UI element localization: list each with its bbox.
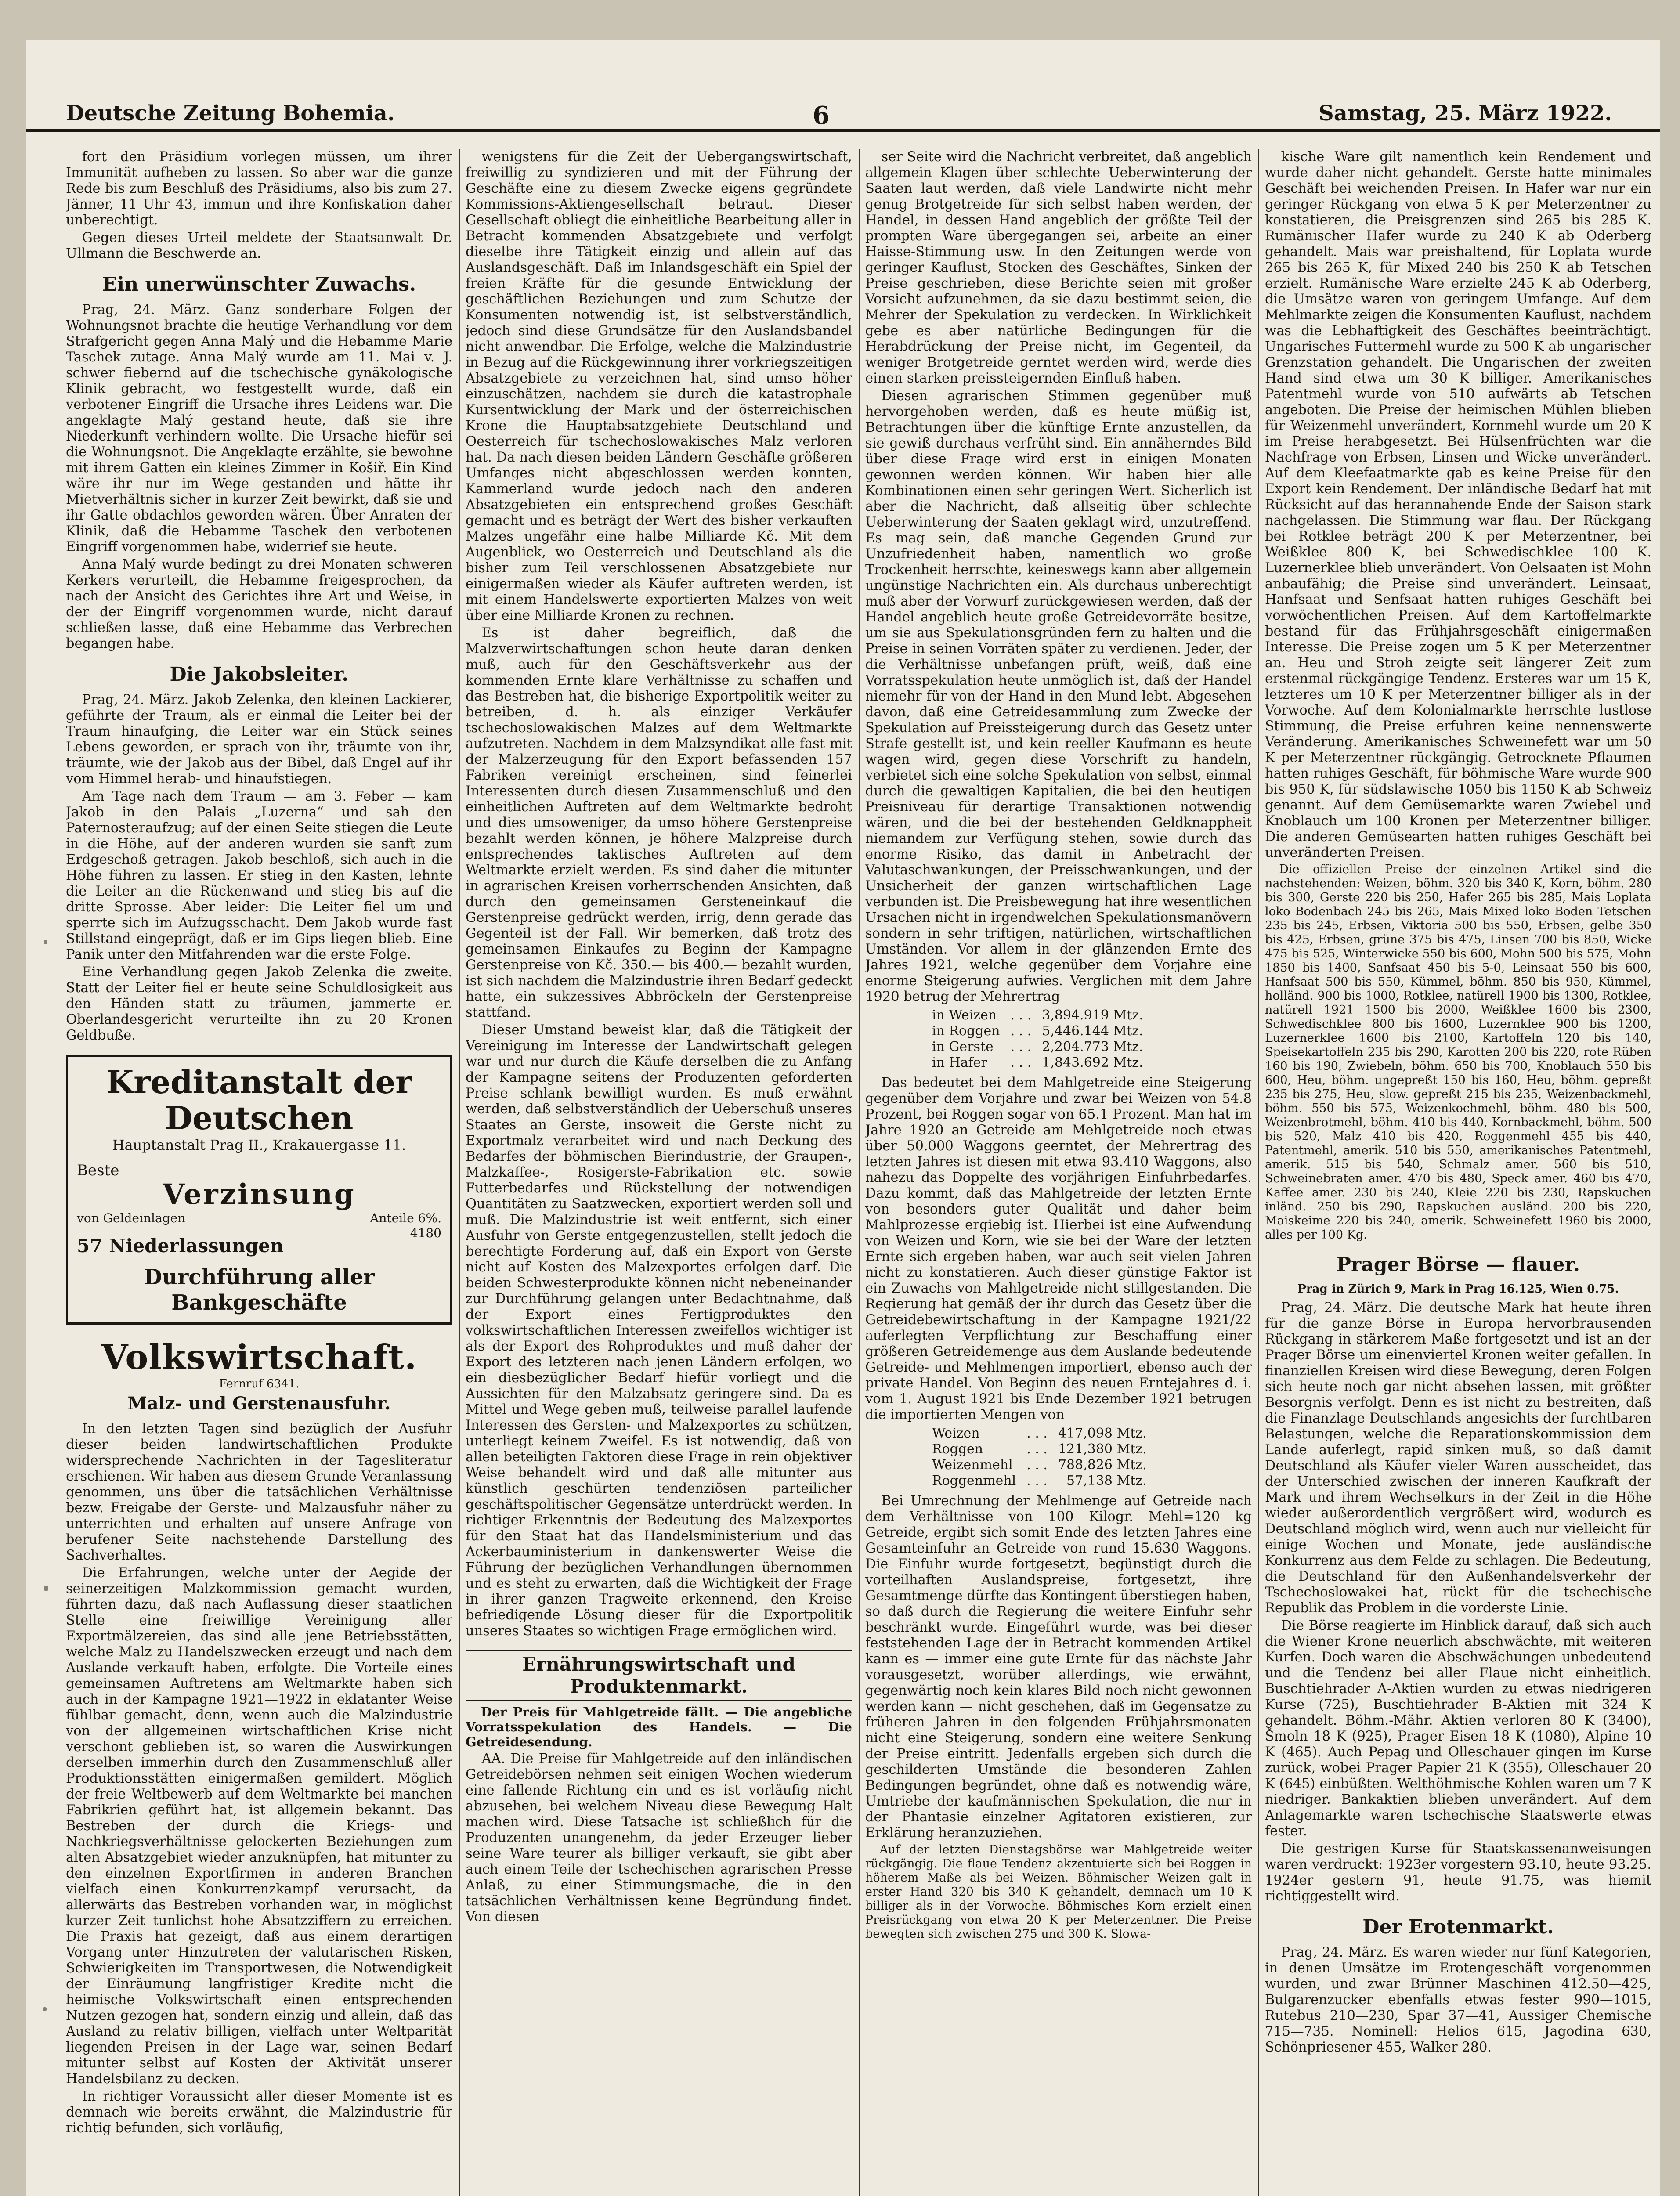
article-text: wenigstens für die Zeit der Uebergangswirtschaft, freiwillig zu syndizieren und mit der Führung der Geschäfte eine zu diesem Zwecke eigens gegründete Kommissions-Aktiengesellschaft betraut. Dieser Gesellschaft obliegt die einheitliche Bearbeitung aller in Betracht kommenden Absatzgebiete und verfolgt dieselbe ihre Tätigkeit einzig und allein auf das Auslandsgeschäft. Daß im Inlandsgeschäft ein Spiel der freien Kräfte für die gesunde Entwicklung der geschäftlichen Beziehungen und zum Schutze der Konsumenten notwendig ist, ist selbstverständlich, jedoch sind diese Grundsätze für den Auslandsbandel nicht anwendbar. Die Erfolge, welche die Malzindustrie in Bezug auf die Rückgewinnung ihrer vorkriegszeitigen Absatzgebiete zu verzeichnen hat, sind umso höher einzuschätzen, nachdem sie durch die katastrophale Kursentwicklung der Mark und der österreichischen Krone die Hauptabsatzgebiete Deutschland und Oesterreich für tschechoslowakisches Malz verloren hat. Da nach diesen beiden Ländern Geschäfte größeren Umfanges nicht abgeschlossen werden konnten, Kammerland wurde jedoch nach den anderen Absatzgebieten ein entsprechend großes Geschäft gemacht und es beträgt der Wert des bisher verkauften Malzes ungefähr eine halbe Milliarde Kč. Mit dem Augenblick, wo Oesterreich und Deutschland als die bisher zum Teil verschlossenen Absatzgebiete nur einigermaßen wieder als Käufer auftreten werden, ist mit einem Handelswerte exportierten Malzes von weit über eine Milliarde Kronen zu rechnen. xyxy=(466,149,852,623)
table-row: in Roggen . . . 5,446.144 Mtz. xyxy=(927,1023,1149,1039)
article-text: ser Seite wird die Nachricht verbreitet, daß angeblich allgemein Klagen über schlechte Ueberwinterung der Saaten laut werden, daß viele Landwirte nicht mehr genug Brotgetreide für sich selbst haben werden, der Handel, in dessen Hand angeblich der größte Teil der prompten Ware übergegangen sei, arbeite an einer Haisse-Stimmung usw. In den Zeitungen werde von geringer Kauflust, Stocken des Geschäftes, Sinken der Preise geschrieben, diese Berichte seien mit großer Vorsicht aufzunehmen, da sie dazu bestimmt seien, die Mehrer der Spekulation zu verdecken. In Wirklichkeit gebe es aber natürliche Bedingungen für die Herabdrückung der Preise nicht, im Gegenteil, da weniger Brotgetreide gerntet werden wird, werde dies einen starken preissteigernden Einfluß haben. xyxy=(865,149,1252,386)
ad-row xyxy=(77,1211,441,1226)
ad-slogan: Durchführung aller Bankgeschäfte xyxy=(144,1265,375,1315)
article-headline: Der Erotenmarkt. xyxy=(1362,1916,1554,1938)
article-text: Prag, 24. März. Jakob Zelenka, den kleinen Lackierer, geführte der Traum, als er einmal die Leiter bei der Traum hinaufging, die Leiter war ein Stück seines Lebens geworden, er sprach von ihr, träumte von ihr, träumte, wie der Jakob aus der Bibel, daß Engel auf ihr vom Himmel herab- und hinaufstiegen. xyxy=(66,692,452,787)
article-text: Das bedeutet bei dem Mahlgetreide eine Steigerung gegenüber dem Vorjahre und zwar bei Weizen von 54.8 Prozent, bei Roggen sogar von 65.1 Prozent. Man hat im Jahre 1920 an Getreide am Mehlgetreide noch etwas über 50.000 Waggons geerntet, der Mehrertrag des letzten Jahres ist diesen mit etwa 93.410 Waggons, also nahezu das Doppelte des vorjährigen Einfuhrbedarfes. Dazu kommt, daß das Mahlgetreide der letzten Ernte von besonders guter Qualität und daher beim Mahlprozesse ergiebig ist. Hierbei ist eine Aufwendung von Weizen und Korn, wie sie bei der Ware der letzten Ernte sich ergeben haben, war auch seit vielen Jahren nicht zu konstatieren. Auch dieser günstige Faktor ist ein Zuwachs von Mahlgetreide nicht stillgestanden. Die Regierung hat gemäß der ihr durch das Gesetz über die Getreidebewirtschaftung in der Kampagne 1921/22 auferlegten Verpflichtung zur Beschaffung einer größeren Getreidemenge aus dem Auslande bedeutende Getreide- und Mehlmengen importiert, ebenso auch der private Handel. Von Beginn des neuen Erntejahres d. i. vom 1. August 1921 bis Ende Dezember 1921 betrugen die importierten Mengen von xyxy=(865,1075,1252,1423)
article-text: Bei Umrechnung der Mehlmenge auf Getreide nach dem Verhältnisse von 100 Kilogr. Mehl=120 kg Getreide, ergibt sich somit Ende des letzten Jahres eine Gesamteinfuhr an Getreide von rund 15.630 Waggons. Die Einfuhr wurde fortgesetzt, begünstigt durch die vorteilhaften Auslandspreise, fortgesetzt, ihre Gesamtmenge dürfte das Kontingent überstiegen haben, so daß durch die Regierung die weitere Einfuhr sehr beschränkt wurde. Eingeführt wurde, was bei dieser feststehenden Lage der in Betracht kommenden Artikel kann es — immer eine gute Ernte für das nächste Jahr vorausgesetzt, worüber allerdings, wie erwähnt, gegenwärtig noch kein klares Bild noch nicht gewonnen werden kann — nicht geschehen, daß im Gegensatze zu früheren Jahren in den folgenden Frühjahrsmonaten nicht eine Steigerung, sondern eine weitere Senkung der Preise eintritt. Jedenfalls ergeben sich durch die geschilderten Umstände die besonderen Zahlen Bedingungen begründet, ohne daß es notwendig wäre, Umtriebe der kaufmännischen Spekulation, die nur in der Phantasie einzelner Agitatoren existieren, zur Erklärung heranzuziehen. xyxy=(865,1493,1252,1841)
article-text: Die Erfahrungen, welche unter der Aegide der seinerzeitigen Malzkommission gemacht wurden, führten dazu, daß nach Auflassung dieser staatlichen Stelle eine freiwillige Vereinigung aller Exportmälzereien, das sind alle jene Betriebsstätten, welche Malz zu Handelszwecken erzeugt und nach dem Auslande verkauft haben, erfolgte. Die Vorteile eines gemeinsamen Auftretens am Weltmarkte haben sich auch in der Kampagne 1921—1922 in eklatanter Weise fühlbar gemacht, denn, wenn auch die Malzindustrie von der allgemeinen wirtschaftlichen Krise nicht verschont geblieben ist, so waren die Auswirkungen derselben immerhin durch den Zusammenschluß aller Produktionsstätten einigermaßen gemildert. Möglich der freie Weltbewerb auf dem Weltmarkte bei manchen Fabrikrien geführt hat, ist allgemein bekannt. Das Bestreben der durch die Kriegs- und Nachkriegsverhältnisse gelockerten Beziehungen zum alten Absatzgebiet wieder anzuknüpfen, hat mitunter zu den einzelnen Exportfirmen in anderen Branchen vielfach einen Konkurrenzkampf verursacht, da allerwärts das Bestreben vorhanden war, in möglichst kurzer Zeit tunlichst hohe Absatzziffern zu erreichen. Die Praxis hat gezeigt, daß aus einem derartigen Vorgang unter Hinzutreten der valutarischen Risken, Schwierigkeiten im Transportwesen, die Notwendigkeit der Einräumung langfristiger Kredite nicht die heimische Volkswirtschaft einen entsprechenden Nutzen gezogen hat, sondern einzig und allein, daß das Ausland zu relativ billigen, vielfach unter Weltparität liegenden Preisen in der Lage war, seinen Bedarf mitunter selbst auf Kosten der Aktivität unserer Handelsbilanz zu decken. xyxy=(66,1565,452,2087)
article-text: Prag, 24. März. Es waren wieder nur fünf Kategorien, in denen Umsätze im Erotengeschäft vorgenommen wurden, und zwar Brünner Maschinen 412.50—425, Bulgarenzucker ebenfalls etwas fester 990—1015, Rutebus 210—230, Spar 37—41, Aussiger Chemische 715—735. Nominell: Helios 615, Jagodina 630, Schönpriesener 455, Walker 280. xyxy=(1265,1945,1651,2055)
table-cell: Roggen xyxy=(932,1441,983,1457)
column-rule xyxy=(859,149,860,2196)
table-row: Roggenmehl . . . 57,138 Mtz. xyxy=(927,1473,1152,1489)
phone-number: Fernruf 6341. xyxy=(219,1377,300,1391)
table-cell: in Roggen xyxy=(932,1023,1000,1039)
article-lead: Der Preis für Mahlgetreide fällt. — Die angebliche Vorratsspekulation des Handels. — Die Getreidesendung. xyxy=(466,1705,852,1749)
article-text: Diesen agrarischen Stimmen gegenüber muß hervorgehoben werden, daß es heute müßig ist, Betrachtungen über die künftige Ernte anzustellen, da sie gewiß durchaus verfrüht sind. Ein annäherndes Bild über diese Frage wird erst in einigen Monaten gewonnen werden können. Wir haben hier alle Kombinationen einen sehr geringen Wert. Sicherlich ist aber die Nachricht, daß allseitig über schlechte Ueberwinterung der Saaten geklagt wird, unzutreffend. Es mag sein, daß manche Gegenden Grund zur Unzufriedenheit haben, namentlich wo große Trockenheit herrschte, keineswegs kann aber allgemein ungünstige Nachrichten ein. Als durchaus unberechtigt muß aber der Vorwurf zurückgewiesen werden, daß der Handel angeblich heute große Getreidevorräte besitze, um sie aus Spekulationsgründen fern zu halten und die Preise in seinen Vorräten später zu verdienen. Jeder, der die Verhältnisse unbefangen prüft, weiß, daß eine Vorratsspekulation heute unmöglich ist, daß der Handel niemehr für von der Hand in den Mund lebt. Abgesehen davon, daß eine Getreidesammlung zum Zwecke der Spekulation auf Preissteigerung durch das Gesetz unter Strafe gestellt ist, und kein reeller Kaufmann es heute wagen wird, gegen diese Vorschrift zu handeln, verbietet sich eine solche Spekulation von selbst, einmal durch die gewaltigen Kapitalien, die bei den heutigen Preisniveau für derartige Transaktionen notwendig wären, und die bei der bestehenden Geldknappheit niemandem zur Verfügung stehen, sowie durch das enorme Risiko, das damit in Anbetracht der Valutaschwankungen, der Preisschwankungen, und der Unsicherheit der ganzen wirtschaftlichen Lage verbunden ist. Die Preisbewegung hat ihre wesentlichen Ursachen nicht in irgendwelchen Spekulationsmanövern sondern in sehr triftigen, natürlichen, wirtschaftlichen Umständen. Vor allem in der glänzenden Ernte des Jahres 1921, welche gegenüber dem Vorjahre eine enorme Steigerung aufwies. Verglichen mit dem Jahre 1920 betrug der Mehrertrag xyxy=(865,388,1252,1004)
table-cell: 5,446.144 Mtz. xyxy=(1042,1023,1143,1039)
table-cell: in Weizen xyxy=(932,1008,997,1023)
exchange-rates: Prag in Zürich 9, Mark in Prag 16.125, Wien 0.75. xyxy=(1297,1282,1619,1296)
column-4 xyxy=(1265,149,1651,2196)
scan-speck xyxy=(43,2007,47,2011)
article-text: Prag, 24. März. Die deutsche Mark hat heute ihren für die ganze Börse in Europa hervorbrausenden Rückgang in stärkerem Maße fortgesetzt und ist an der Prager Börse um einenviertel Kronen weiter gefallen. In finanziellen Kreisen wird diese Bewegung, deren Folgen sich heute noch gar nicht absehen lassen, mit größter Besorgnis verfolgt. Denn es ist nicht zu bestreiten, daß die Finanzlage Deutschlands angesichts der furchtbaren Belastungen, welche die Reparationskommission dem Lande auferlegt, rapid sinken muß, so daß damit Deutschland als Käufer vieler Waren ausscheidet, das der Unterschied zwischen der inneren Kaufkraft der Mark und ihrem Wechselkurs in der Zeit in die Höhe wieder außerordentlich vergrößert wird, wodurch es Deutschland möglich wird, wenn auch nur vielleicht für einige Wochen und Monate, jede ausländische Konkurrenz aus dem Felde zu schlagen. Die Bedeutung, die Deutschland für den Außenhandelsverkehr der Tschechoslowakei hat, rückt für die tschechische Republik das Problem in die vorderste Linie. xyxy=(1265,1300,1651,1616)
article-text: Prag, 24. März. Ganz sonderbare Folgen der Wohnungsnot brachte die heutige Verhandlung vor dem Strafgericht gegen Anna Malý und die Hebamme Marie Taschek zutage. Anna Malý wurde am 11. Mai v. J. schwer fiebernd auf die tschechische gynäkologische Klinik gebracht, wo festgestellt wurde, daß ein verbotener Eingriff die Ursache ihres Leidens war. Die angeklagte Malý gestand heute, daß sie ihre Niederkunft verhindern wollte. Die Ursache hiefür sei die Wohnungsnot. Die Angeklagte erzählte, sie bewohne mit ihrem Gatten ein kleines Zimmer in Košiř. Ein Kind wäre ihr nur im Wege gestanden und hätte ihr Mietverhältnis sicher in kurzer Zeit bewirkt, daß sie und ihr Gatte obdachlos geworden wären. Über Anraten der Klinik, daß die Hebamme Taschek den verbotenen Eingriff vorgenommen habe, widerrief sie heute. xyxy=(66,302,452,555)
ad-text: 57 Niederlassungen xyxy=(77,1235,284,1257)
table-cell: in Gerste xyxy=(932,1039,994,1055)
page-header xyxy=(26,92,1660,132)
table-row: in Weizen . . . 3,894.919 Mtz. xyxy=(927,1008,1149,1023)
table-row: Weizen . . . 417,098 Mtz. xyxy=(927,1426,1152,1441)
article-headline: Die Jakobsleiter. xyxy=(170,663,349,686)
article-text: In den letzten Tagen sind bezüglich der Ausfuhr dieser beiden landwirtschaftlichen Produkte widersprechende Nachrichten in der Tagesliteratur erschienen. Wir haben aus diesem Grunde Veranlassung genommen, uns über die tatsächlichen Verhältnisse bezw. Freigabe der Gerste- und Malzausfuhr näher zu unterrichten und erhalten auf unsere Anfrage von berufener Seite nachstehende Darstellung des Sachverhaltes. xyxy=(66,1421,452,1563)
ad-text: Beste xyxy=(77,1162,119,1179)
ad-title: Kreditanstalt der Deutschen xyxy=(106,1063,412,1137)
column-2 xyxy=(466,149,852,2196)
table-cell: in Hafer xyxy=(932,1055,987,1070)
table-cell: 788,826 Mtz. xyxy=(1058,1457,1147,1473)
market-note: Auf der letzten Dienstagsbörse war Mahlgetreide weiter rückgängig. Die flaue Tendenz akzentuierte sich bei Roggen in höherem Maße als bei Weizen. Böhmischer Weizen galt in erster Hand 320 bis 340 K gehandelt, demnach um 10 K billiger als in der Vorwoche. Böhmisches Korn erzielt einen Preisrückgang von etwa 20 K per Meterzentner. Die Preise bewegten sich zwischen 275 und 300 K. Slowa- xyxy=(865,1843,1252,1941)
price-list: Die offiziellen Preise der einzelnen Artikel sind die nachstehenden: Weizen, böhm. 320 bis 340 K, Korn, böhm. 280 bis 300, Gerste 220 bis 250, Hafer 265 bis 285, Mais Loplata loko Bodenbach 245 bis 265, Mais Mixed loko Boden Tetschen 235 bis 245, Erbsen, Viktoria 500 bis 550, Erbsen, gelbe 350 bis 425, Erbsen, grüne 375 bis 475, Linsen 700 bis 850, Wicke 475 bis 525, Winterwicke 550 bis 600, Mohn 500 bis 575, Mohn 1850 bis 1400, Sanfsaat 450 bis 5-0, Leinsaat 550 bis 600, Hanfsaat 500 bis 550, Kümmel, böhm. 850 bis 950, Kümmel, holländ. 900 bis 1000, Rotklee, natürell 1900 bis 1300, Rotklee, natürell 1921 1500 bis 2000, Weißklee 1600 bis 2300, Schwedischklee 800 bis 1600, Luzernklee 900 bis 1200, Luzernerklee 1600 bis 2100, Kartoffeln 120 bis 140, Speisekartoffeln 235 bis 290, Karotten 200 bis 220, rote Rüben 160 bis 190, Zwiebeln, böhm. 650 bis 700, Knoblauch 550 bis 600, Heu, böhm. ungepreßt 150 bis 160, Heu, böhm. gepreßt 235 bis 275, Heu, slow. gepreßt 215 bis 235, Weizenbackmehl, böhm. 550 bis 575, Weizenkochmehl, böhm. 480 bis 500, Weizenbrotmehl, böhm. 410 bis 440, Kornbackmehl, böhm. 500 bis 520, Malz 410 bis 420, Roggenmehl 455 bis 440, Patentmehl, amerik. 510 bis 550, amerikanisches Patentmehl, amerik. 515 bis 540, Schmalz amer. 560 bis 510, Schweinebraten amer. 470 bis 480, Speck amer. 460 bis 470, Kaffee amer. 230 bis 240, Kleie 220 bis 230, Rapskuchen inländ. 250 bis 290, Rapskuchen ausländ. 200 bis 220, Maiskeime 220 bis 240, amerik. Schweinefett 1960 bis 2000, alles per 100 Kg. xyxy=(1265,863,1651,1242)
ad-row xyxy=(77,1226,441,1259)
article-text: Anna Malý wurde bedingt zu drei Monaten schweren Kerkers verurteilt, die Hebamme freigesprochen, da nach der Ansicht des Gerichtes ihre Art und Weise, in der der Eingriff vorgenommen wurde, nicht darauf schließen lasse, daß eine Hebamme das Verbrechen begangen habe. xyxy=(66,557,452,651)
article-text: Gegen dieses Urteil meldete der Staatsanwalt Dr. Ullmann die Beschwerde an. xyxy=(66,230,452,261)
table-cell: Weizenmehl xyxy=(932,1457,1013,1473)
ad-headline: Verzinsung xyxy=(163,1178,356,1211)
article-headline: Ein unerwünschter Zuwachs. xyxy=(102,273,416,296)
ad-text: von Geldeinlagen xyxy=(77,1211,186,1225)
article-text: fort den Präsidium vorlegen müssen, um ihrer Immunität aufheben zu lassen. So aber war die ganze Rede bis zum Beschluß des Präsidiums, also bis zum 27. Jänner, 11 Uhr 43, immun und ihre Konfiskation daher unberechtigt. xyxy=(66,149,452,228)
article-text: kische Ware gilt namentlich kein Rendement und wurde daher nicht gehandelt. Gerste hatte minimales Geschäft bei weichenden Preisen. In Hafer war nur ein geringer Rückgang von etwa 5 K per Meterzentner zu konstatieren, die Preisgrenzen sind 265 bis 285 K. Rumänischer Hafer wurde zu 240 K ab Oderberg gehandelt. Mais war preishaltend, für Loplata wurde 265 bis 265 K, für Mixed 240 bis 250 K ab Tetschen erzielt. Rumänische Ware erzielte 245 K ab Oderberg, die Umsätze waren von geringem Umfange. Auf dem Mehlmarkte zeigen die Konsumenten Kauflust, nachdem was die Lebhaftigkeit des Geschäftes beeinträchtigt. Ungarisches Futtermehl wurde zu 500 K ab ungarischer Grenzstation gehandelt. Die Ungarischen der zweiten Hand sind etwa um 30 K billiger. Amerikanisches Patentmehl wurde von 510 aufwärts ab Tetschen angeboten. Die Preise der heimischen Mühlen blieben für Weizenmehl unverändert, Kornmehl wurde um 20 K im Preise herabgesetzt. Bei Hülsenfrüchten war die Nachfrage von Erbsen, Linsen und Wicke unverändert. Auf dem Kleefaatmarkte gab es keine Preise für den Export kein Rendement. Der inländische Bedarf hat mit Rücksicht auf das herannahende Ende der Saison stark nachgelassen. Die Stimmung war flau. Der Rückgang bei Rotklee beträgt 200 K per Meterzentner, bei Weißklee 800 K, bei Schwedischklee 100 K. Luzernerklee blieb unverändert. Von Oelsaaten ist Mohn anbaufähig; die Preise sind unverändert. Leinsaat, Hanfsaat und Senfsaat hatten ruhiges Geschäft bei vorwöchentlichen Preisen. Auf dem Kartoffelmarkte bestand für das Frühjahrsgeschäft einigermaßen Interesse. Die Preise zogen um 5 K per Meterzentner an. Heu und Stroh zeigte seit längerer Zeit zum erstenmal rückgängige Tendenz. Ersteres war um 15 K, letzteres um 10 K per Meterzentner billiger als in der Vorwoche. Auf dem Kolonialmarkte herrschte lustlose Stimmung, die Preise erfuhren keine nennenswerte Veränderung. Amerikanisches Schweinefett war um 50 K per Meterzentner rückgängig. Getrocknete Pflaumen hatten ruhiges Geschäft, für böhmische Ware wurde 900 bis 950 K, für südslawische 1050 bis 1150 K ab Schweiz genannt. Auf dem Gemüsemarkte waren Zwiebel und Knoblauch um 100 Kronen per Meterzentner billiger. Die anderen Gemüsearten hatten ruhiges Geschäft bei unveränderten Preisen. xyxy=(1265,149,1651,860)
table-cell: 3,894.919 Mtz. xyxy=(1042,1008,1143,1023)
scan-speck xyxy=(44,940,47,944)
table-cell: 417,098 Mtz. xyxy=(1058,1426,1147,1441)
table-cell: 2,204.773 Mtz. xyxy=(1042,1039,1143,1055)
import-table xyxy=(927,1426,1152,1489)
section-title: Ernährungswirtschaft und Produktenmarkt. xyxy=(466,1650,852,1701)
table-row: Weizenmehl . . . 788,826 Mtz. xyxy=(927,1457,1152,1473)
table-cell: Roggenmehl xyxy=(932,1473,1016,1488)
article-text: AA. Die Preise für Mahlgetreide auf den inländischen Getreidebörsen nehmen seit einigen Wochen wiederum eine fallende Richtung ein und es ist vorläufig nicht abzusehen, bei welchem Niveau diese Bewegung Halt machen wird. Diese Tatsache ist schließlich für die Produzenten unangenehm, da jeder Erzeuger lieber seine Ware teurer als billiger verkauft, sie gibt aber auch einem Teile der tschechischen agrarischen Presse Anlaß, zu einer Stimmungsmache, die in den tatsächlichen Verhältnissen keine Begründung findet. Von diesen xyxy=(466,1751,852,1925)
column-3 xyxy=(865,149,1252,2196)
article-text: Dieser Umstand beweist klar, daß die Tätigkeit der Vereinigung im Interesse der Landwirtschaft gelegen war und nur durch die Käufe derselben die zu Anfang der Kampagne seitens der Produzenten geforderten Preise schlank bewilligt wurden. Es muß erwähnt werden, daß selbstverständlich der Ueberschuß unseres Staates an Gerste, insoweit die Gerste nicht zu Exportmalz verarbeitet wird und nach Deckung des Bedarfes der böhmischen Bierindustrie, der Graupen-, Malzkaffee-, Rosigerste-Fabrikation etc. sowie Futterbedarfes und Rückstellung der notwendigen Quantitäten zu Saatzwecken, exportiert werden soll und muß. Die Malzindustrie ist weit entfernt, sich einer Ausfuhr von Gerste entgegenzustellen, stellt jedoch die berechtigte Forderung auf, daß ein Export von Gerste nicht auf Kosten des Malzexportes erfolgen darf. Die beiden Schwesterprodukte können nicht nebeneinander zur Durchführung gelangen unter Bedachtnahme, daß der Export eines Fertigproduktes den volkswirtschaftlichen Interessen zweifellos wichtiger ist als der Export des Rohproduktes und muß daher der Export des letzteren nach jenen Ländern erfolgen, wo ein diesbezüglicher Bedarf hiefür vorliegt und die Aussichten für den Malzabsatz geringere sind. Da es Mittel und Wege geben muß, teilweise parallel laufende Interessen des Gersten- und Malzexportes zu schützen, unterliegt keinem Zweifel. Es ist notwendig, daß von allen beteiligten Faktoren diese Frage in rein objektiver Weise behandelt wird und daß alle mitunter aus künstlich geschürten tendenziösen parteilicher geschäftspolitischer Gegensätze unterdrückt werden. In richtiger Erkenntnis der Bedeutung des Malzexportes für den Staat hat das Handelsministerium und das Ackerbauministerium in dankenswerter Weise die Führung der bezüglichen Verhandlungen übernommen und es steht zu erwarten, daß die Wichtigkeit der Frage in ihrer ganzen Tragweite erkennend, den Kreise befriedigende Lösung dieser für die Exportpolitik unseres Staates so wichtigen Frage ermöglichen wird. xyxy=(466,1022,852,1639)
ad-text: Anteile 6%. xyxy=(370,1211,441,1225)
harvest-table xyxy=(927,1008,1149,1071)
bank-advertisement xyxy=(66,1055,452,1325)
table-cell: 121,380 Mtz. xyxy=(1058,1441,1147,1457)
page-number: 6 xyxy=(813,101,830,130)
article-text: Am Tage nach dem Traum — am 3. Feber — kam Jakob in den Palais „Luzerna“ und sah den Paternosteraufzug; auf der einen Seite stiegen die Leute in die Höhe, auf der anderen wurden sie sanft zum Erdgeschoß getragen. Jakob beschloß, sich auch in die Höhe führen zu lassen. Er stieg in den Kasten, lehnte die Leiter an die Rückenwand und stieg bis auf die dritte Sprosse. Aber leider: Die Leiter fiel um und sperrte sich im Aufzugsschacht. Dem Jakob wurde fast Stillstand eingeprägt, daß er im Gips liegen blieb. Eine Panik unter den Mitfahrenden war die erste Folge. xyxy=(66,789,452,962)
table-cell: 57,138 Mtz. xyxy=(1066,1473,1147,1488)
section-title: Volkswirtschaft. xyxy=(101,1337,417,1377)
scan-speck xyxy=(44,1586,48,1591)
column-rule xyxy=(1258,149,1259,2196)
article-headline: Malz- und Gerstenausfuhr. xyxy=(127,1393,391,1414)
article-text: Die Börse reagierte im Hinblick darauf, daß sich auch die Wiener Krone neuerlich abschwächte, mit weiteren Kurfen. Doch waren die Abschwächungen unbedeutend und die Tendenz bei aller Flaue nicht einheitlich. Buschtiehrader A-Aktien wurden zu etwas niedrigeren Kurse (725), Buschtiehrader B-Aktien mit 324 K gehandelt. Böhm.-Mähr. Aktien verloren 80 K (3400), Šmoln 18 K (925), Prager Eisen 18 K (1080), Alpine 10 K (465). Auch Pepag und Olleschauer gingen im Kurse zurück, wobei Prager Papier 21 K (355), Olleschauer 20 K (645) einbüßten. Welthöhmische Kohlen waren um 7 K niedriger. Bankaktien blieben unverändert. Auf dem Anlagemarkte waren tschechische Staatswerte etwas fester. xyxy=(1265,1618,1651,1839)
article-text: Es ist daher begreiflich, daß die Malzverwirtschaftungen schon heute daran denken muß, auch für den Geschäftsverkehr aus der kommenden Ernte klare Verhältnisse zu schaffen und das Bestreben hat, die bisherige Exportpolitik weiter zu betreiben, d. h. als einziger Verkäufer tschechoslowakischen Malzes auf dem Weltmarkte aufzutreten. Nachdem in dem Malzsyndikat alle fast mit der Malzerzeugung für den Export befassenden 157 Fabriken vereinigt erscheinen, sind feinerlei Interessenten durch diesen Zusammenschluß und den einheitlichen Auftreten auf dem Weltmarkte bedroht und dies umsoweniger, da umso höhere Gerstenpreise bezahlt werden können, je höhere Malzpreise durch entsprechendes taktisches Auftreten auf dem Weltmarkte erzielt werden. Es sind daher die mitunter in agrarischen Kreisen vorherrschenden Ansichten, daß durch den gemeinsamen Gersteneinkauf die Gerstenpreise gedrückt werden, irrig, denn gerade das Gegenteil ist der Fall. Wir bemerken, daß trotz des gemeinsamen Einkaufes zu Beginn der Kampagne Gerstenpreise von Kč. 350.— bis 400.— bezahlt wurden, ist sich nachdem die Malzindustrie ihren Bedarf gedeckt hatte, ein sukzessives Abbröckeln der Gerstenpreise stattfand. xyxy=(466,625,852,1020)
table-cell: Weizen xyxy=(932,1426,980,1441)
table-row: in Gerste . . . 2,204.773 Mtz. xyxy=(927,1039,1149,1055)
article-text: Die gestrigen Kurse für Staatskassenanweisungen waren verdruckt: 1923er vorgestern 93.10, heute 93.25. 1924er gestern 91, heute 91.75, was hiemit richtiggestellt wird. xyxy=(1265,1841,1651,1904)
table-row: Roggen . . . 121,380 Mtz. xyxy=(927,1441,1152,1457)
table-row: in Hafer . . . 1,843.692 Mtz. xyxy=(927,1055,1149,1071)
newspaper-page xyxy=(26,40,1660,2196)
ad-address: Hauptanstalt Prag II., Krakauergasse 11. xyxy=(112,1137,406,1153)
column-rule xyxy=(459,149,460,2196)
issue-date: Samstag, 25. März 1922. xyxy=(1319,101,1612,126)
article-text: In richtiger Voraussicht aller dieser Momente ist es demnach wie bereits erwähnt, die Malzindustrie für richtig befunden, sich vorläufig, xyxy=(66,2089,452,2136)
ad-number: 4180 xyxy=(410,1226,441,1240)
column-1 xyxy=(66,149,452,2196)
article-text: Eine Verhandlung gegen Jakob Zelenka die zweite. Statt der Leiter fiel er heute seine Schuldlosigkeit aus den Händen statt zu träumen, jammerte er. Oberlandesgericht verurteilte ihn zu 20 Kronen Geldbuße. xyxy=(66,964,452,1043)
masthead: Deutsche Zeitung Bohemia. xyxy=(66,101,395,126)
table-cell: 1,843.692 Mtz. xyxy=(1042,1055,1143,1070)
article-headline: Prager Börse — flauer. xyxy=(1336,1253,1580,1276)
